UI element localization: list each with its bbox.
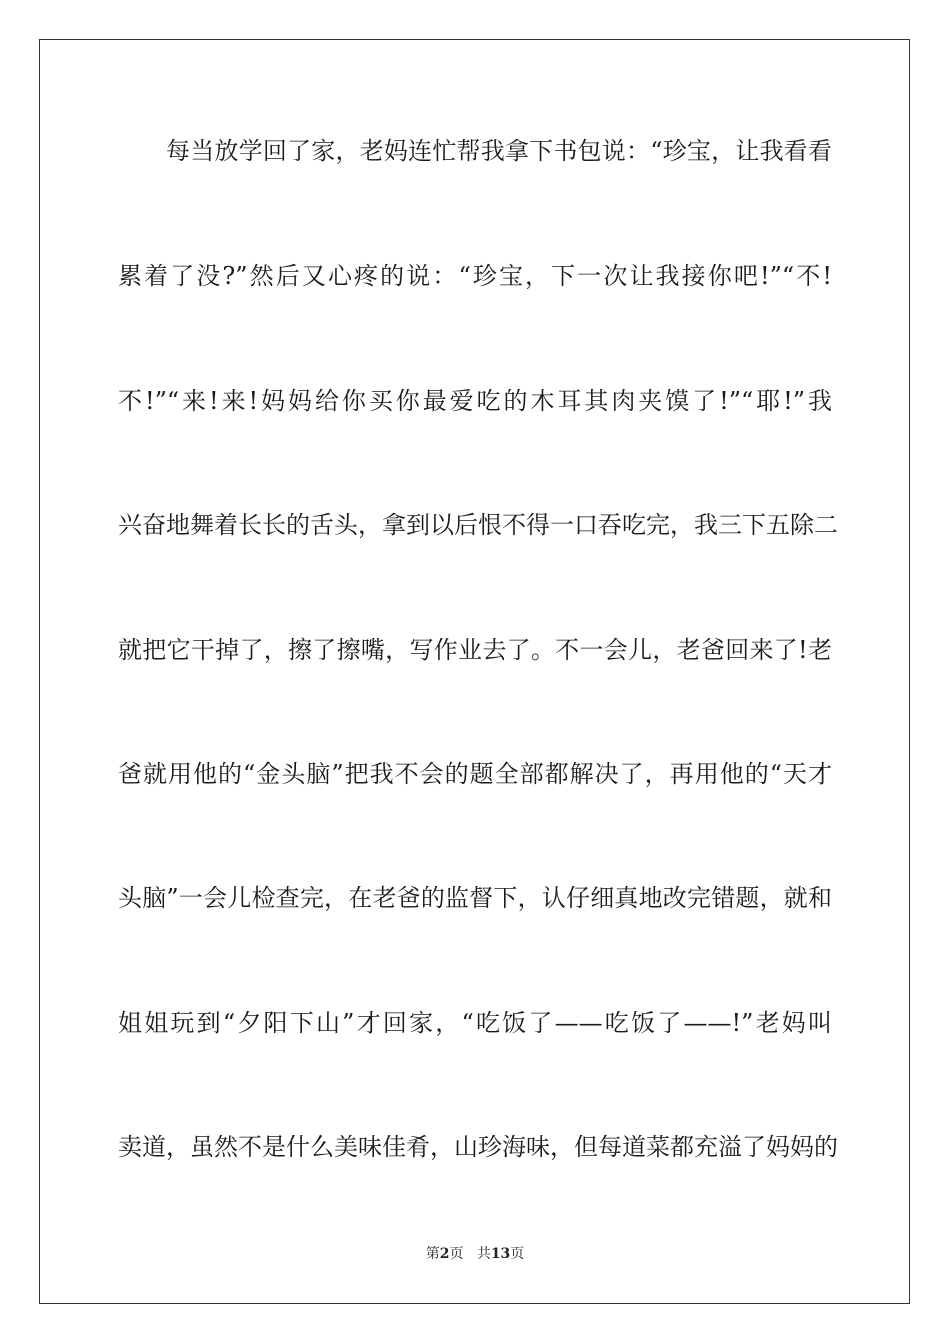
page-footer xyxy=(0,1245,950,1263)
page-total: 13 xyxy=(490,1246,511,1262)
paragraph-line-2: 累着了没?”然后又心疼的说：“珍宝，下一次让我接你吧!”“不! xyxy=(118,262,832,290)
paragraph-line-7: 头脑”一会儿检查完，在老爸的监督下，认仔细真地改完错题，就和 xyxy=(118,884,832,912)
page-border xyxy=(39,39,910,1304)
paragraph-line-4: 兴奋地舞着长长的舌头，拿到以后恨不得一口吞吃完，我三下五除二 xyxy=(118,511,838,539)
paragraph-line-8: 姐姐玩到“夕阳下山”才回家，“吃饭了——吃饭了——!”老妈叫 xyxy=(118,1009,832,1037)
page-current: 2 xyxy=(439,1246,450,1262)
total-suffix: 页 xyxy=(510,1246,525,1262)
paragraph-line-1: 每当放学回了家，老妈连忙帮我拿下书包说：“珍宝，让我看看 xyxy=(166,137,832,165)
paragraph-line-6: 爸就用他的“金头脑”把我不会的题全部都解决了，再用他的“天才 xyxy=(118,760,832,788)
total-prefix: 共 xyxy=(476,1246,491,1262)
page-prefix: 第 xyxy=(425,1246,440,1262)
paragraph-line-5: 就把它干掉了，擦了擦嘴，写作业去了。不一会儿，老爸回来了!老 xyxy=(118,636,832,664)
page-suffix: 页 xyxy=(449,1246,464,1262)
paragraph-line-9: 卖道，虽然不是什么美味佳肴，山珍海味，但每道菜都充溢了妈妈的 xyxy=(118,1133,838,1161)
paragraph-line-3: 不!”“来!来!妈妈给你买你最爱吃的木耳其肉夹馍了!”“耶!”我 xyxy=(118,387,832,415)
